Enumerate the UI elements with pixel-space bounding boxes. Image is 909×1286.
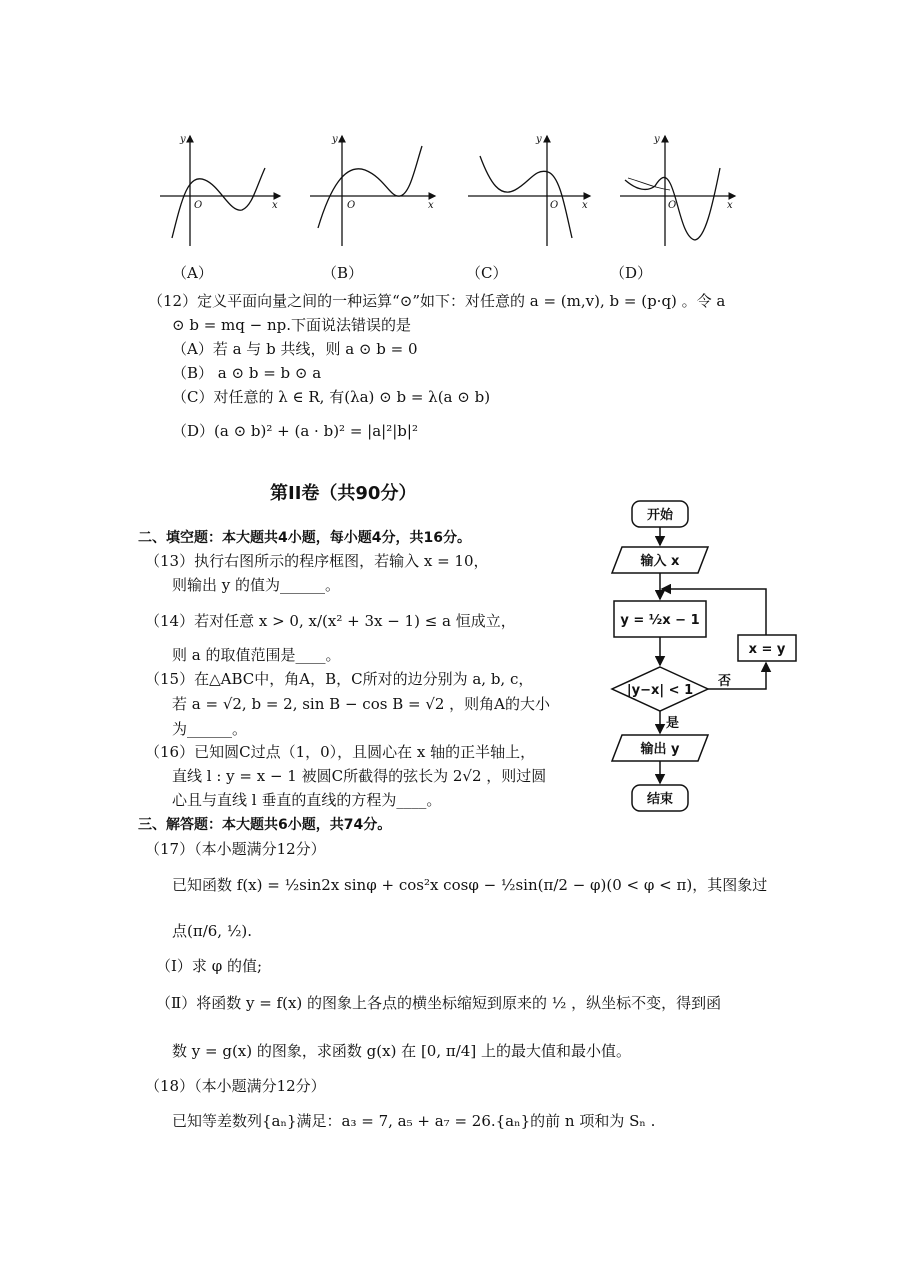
flow-condition-label: |y−x| < 1: [626, 683, 694, 698]
q17-stem: 已知函数 f(x) = ½sin2x sinφ + cos²x cosφ − ½sin(π/2 − φ)(0 < φ < π)，其图象过: [172, 876, 768, 894]
graph-option-d: （D）: [610, 264, 653, 282]
q17-part1: （Ⅰ）求 φ 的值;: [156, 957, 263, 975]
flow-output-label: 输出 y: [640, 742, 680, 757]
graph-a-x-label: x: [272, 200, 278, 211]
graph-option-a: （A）: [172, 264, 213, 282]
q18-stem: 已知等差数列{aₙ}满足：a₃ = 7, a₅ + a₇ = 26.{aₙ}的前 n 项和为 Sₙ .: [172, 1112, 656, 1130]
q12-option-b: （B） a ⊙ b = b ⊙ a: [172, 364, 322, 382]
graph-b-y-label: y: [332, 134, 338, 145]
q12-option-c: （C）对任意的 λ ∈ R, 有(λa) ⊙ b = λ(a ⊙ b): [172, 388, 491, 406]
q15-line1: （15）在△ABC中，角A，B，C所对的边分别为 a, b, c，: [145, 670, 534, 688]
q12-option-a: （A）若 a 与 b 共线，则 a ⊙ b = 0: [172, 340, 418, 358]
graph-d-x-label: x: [727, 200, 733, 211]
graph-d: [620, 136, 735, 246]
section3-heading: 三、解答题：本大题共6小题，共74分。: [138, 817, 392, 833]
q13-line2: 则输出 y 的值为______。: [172, 576, 341, 594]
q15-line3: 为______。: [172, 720, 248, 738]
q17-header: （17）（本小题满分12分）: [145, 840, 326, 858]
q17-part2-line1: （Ⅱ）将函数 y = f(x) 的图象上各点的横坐标缩短到原来的 ½ ，纵坐标不变，得到函: [156, 994, 722, 1012]
flow-start-label: 开始: [646, 508, 674, 523]
graph-c-origin: O: [550, 200, 559, 211]
part2-title: 第II卷（共90分）: [270, 483, 417, 504]
graph-b: [310, 136, 435, 246]
graph-b-x-label: x: [428, 200, 434, 211]
graph-a: [160, 136, 280, 246]
graph-option-c: （C）: [466, 264, 508, 282]
q13-line1: （13）执行右图所示的程序框图，若输入 x = 10，: [145, 552, 489, 570]
flow-assign-label: y = ½x − 1: [620, 613, 700, 628]
q15-line2: 若 a = √2, b = 2, sin B − cos B = √2 ，则角A的大小: [172, 695, 551, 713]
q16-line3: 心且与直线 l 垂直的直线的方程为____。: [172, 791, 442, 809]
q18-header: （18）（本小题满分12分）: [145, 1077, 326, 1095]
flow-end-label: 结束: [646, 792, 674, 807]
q12-option-d: （D）(a ⊙ b)² + (a · b)² = |a|²|b|²: [172, 422, 418, 440]
graph-option-b: （B）: [322, 264, 364, 282]
program-flowchart: [600, 495, 810, 815]
graph-d-y-label: y: [654, 134, 660, 145]
function-graphs: [150, 128, 750, 253]
q12-line2: ⊙ b = mq − np.下面说法错误的是: [172, 316, 412, 334]
graph-c-x-label: x: [582, 200, 588, 211]
q14-line1: （14）若对任意 x > 0, x/(x² + 3x − 1) ≤ a 恒成立，: [145, 612, 516, 630]
graph-a-y-label: y: [180, 134, 186, 145]
q17-part2-line2: 数 y = g(x) 的图象，求函数 g(x) 在 [0, π/4] 上的最大值和最小值。: [172, 1042, 631, 1060]
flow-no-label: 否: [718, 674, 732, 689]
q16-line1: （16）已知圆C过点（1，0），且圆心在 x 轴的正半轴上，: [145, 743, 536, 761]
graph-c: [468, 136, 590, 246]
graph-a-origin: O: [194, 200, 203, 211]
q14-line2: 则 a 的取值范围是____。: [172, 646, 341, 664]
flow-yes-label: 是: [666, 716, 680, 731]
q17-point: 点(π/6, ½).: [172, 922, 253, 940]
q12-line1: （12）定义平面向量之间的一种运算“⊙”如下：对任意的 a = (m,v), b = (p·q) 。令 a: [148, 292, 726, 310]
graph-b-origin: O: [347, 200, 356, 211]
section2-heading: 二、填空题：本大题共4小题，每小题4分，共16分。: [138, 530, 471, 546]
flow-input-label: 输入 x: [640, 554, 680, 569]
graph-c-y-label: y: [536, 134, 542, 145]
graph-d-origin: O: [668, 200, 677, 211]
flow-update-label: x = y: [748, 642, 786, 657]
q16-line2: 直线 l : y = x − 1 被圆C所截得的弦长为 2√2 ，则过圆: [172, 767, 547, 785]
